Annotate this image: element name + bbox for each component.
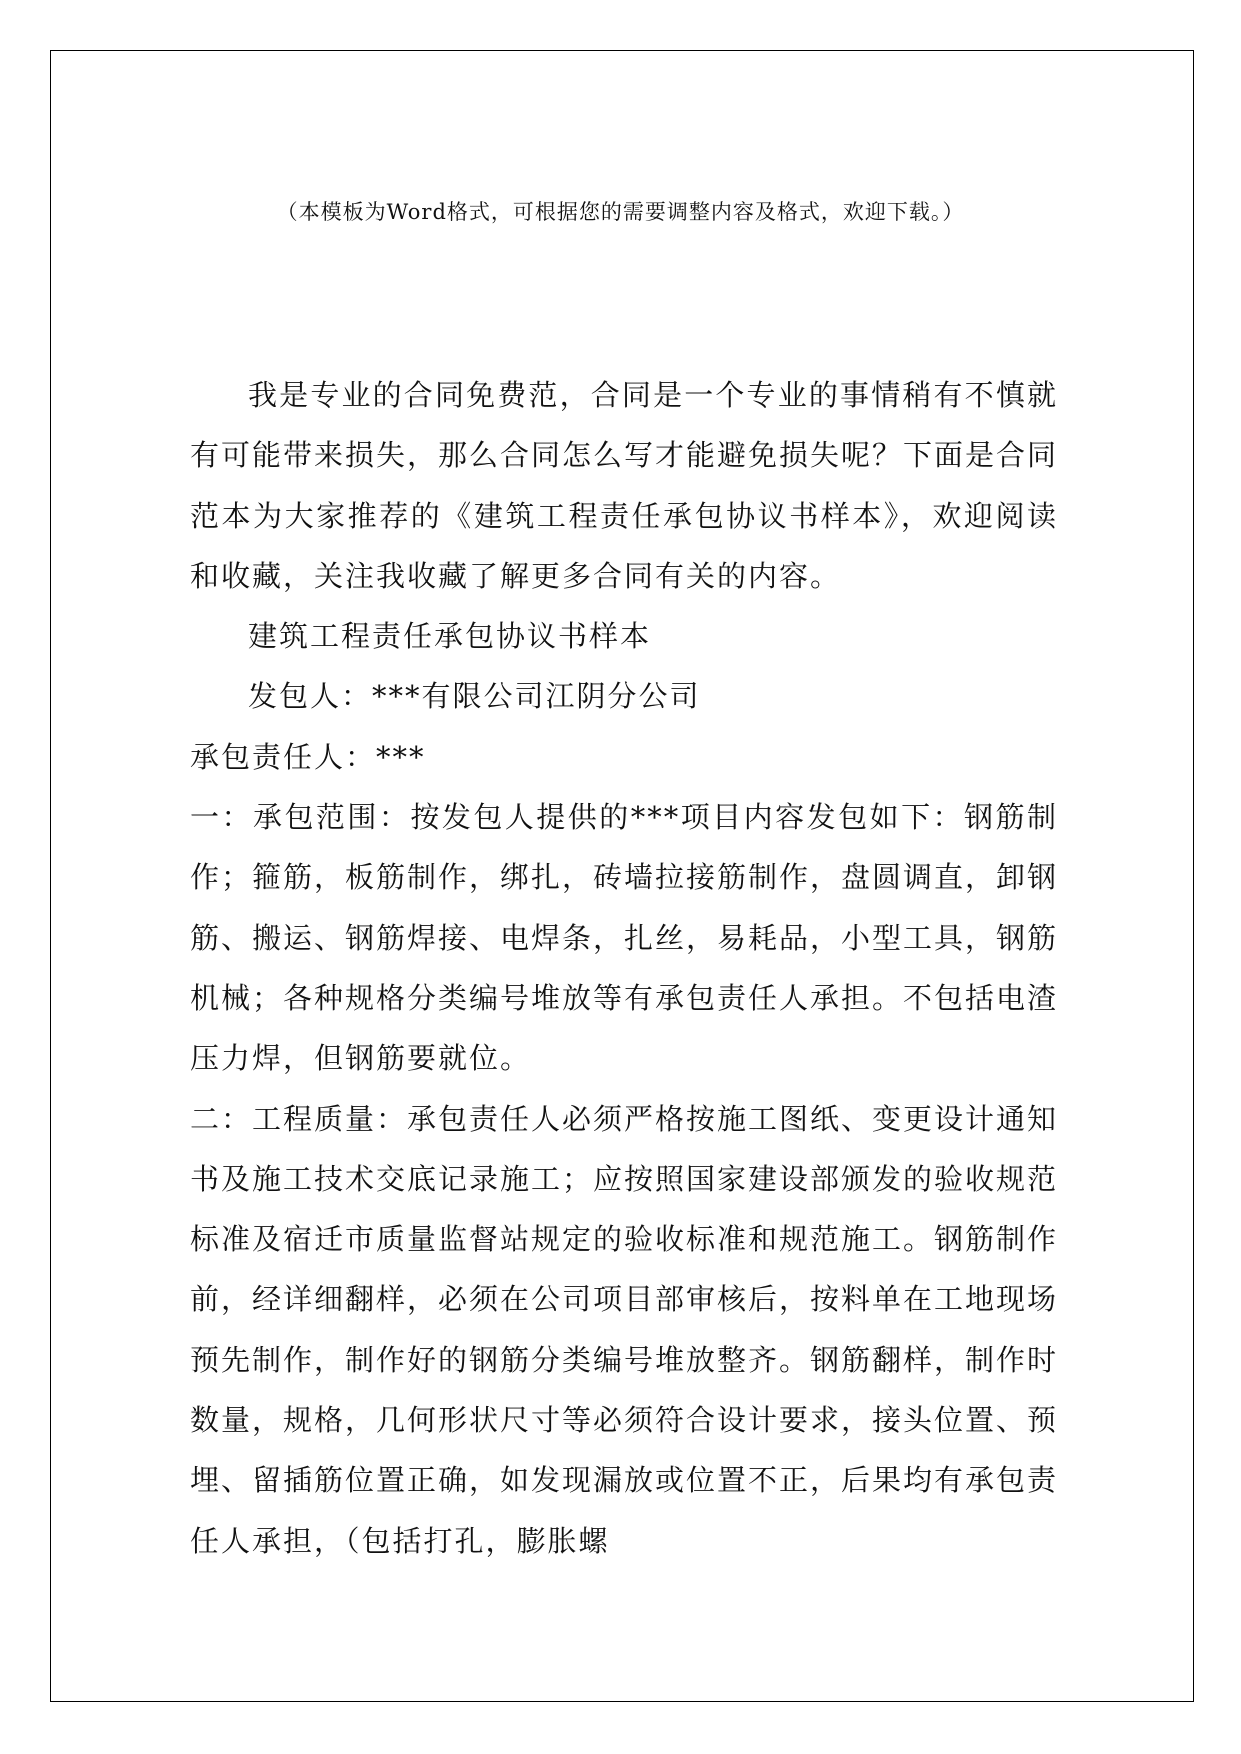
template-notice: （本模板为Word格式，可根据您的需要调整内容及格式，欢迎下载。）	[276, 200, 965, 224]
contractor-line: 承包责任人：***	[190, 739, 426, 774]
document-body	[190, 365, 1058, 1571]
clause-quality: 二：工程质量：承包责任人必须严格按施工图纸、变更设计通知书及施工技术交底记录施工；应按照国家建设部颁发的验收规范标准及宿迁市质量监督站规定的验收标准和规范施工。钢筋制作前，经详细翻样，必须在公司项目部审核后，按料单在工地现场预先制作，制作好的钢筋分类编号堆放整齐。钢筋翻样，制作时数量，规格，几何形状尺寸等必须符合设计要求，接头位置、预埋、留插筋位置正确，如发现漏放或位置不正，后果均有承包责任人承担，（包括打孔，膨胀螺	[190, 1101, 1059, 1558]
document-title: 建筑工程责任承包协议书样本	[248, 619, 652, 654]
clause-scope: 一：承包范围：按发包人提供的***项目内容发包如下：钢筋制作；箍筋，板筋制作，绑扎，砖墙拉接筋制作，盘圆调直，卸钢筋、搬运、钢筋焊接、电焊条，扎丝，易耗品，小型工具，钢筋机械；各种规格分类编号堆放等有承包责任人承担。不包括电渣压力焊，但钢筋要就位。	[190, 800, 1059, 1076]
intro-paragraph: 我是专业的合同免费范，合同是一个专业的事情稍有不慎就有可能带来损失，那么合同怎么写才能避免损失呢？下面是合同范本为大家推荐的《建筑工程责任承包协议书样本》，欢迎阅读和收藏，关注我收藏了解更多合同有关的内容。	[190, 378, 1059, 593]
employer-line: 发包人：***有限公司江阴分公司	[248, 679, 701, 714]
